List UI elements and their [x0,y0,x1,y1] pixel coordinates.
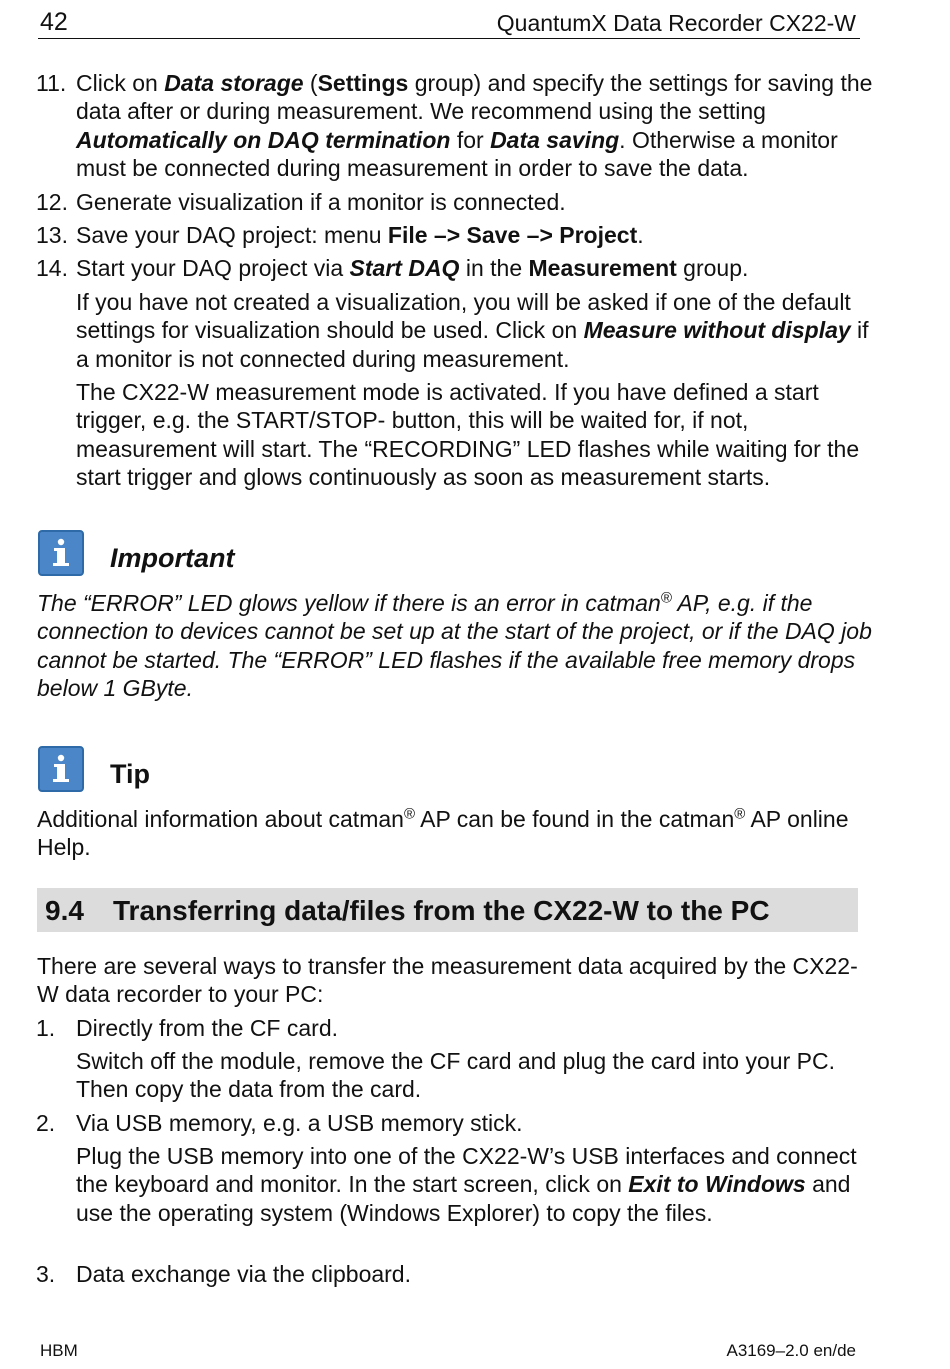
footer-document-id: A3169–2.0 en/de [726,1341,856,1360]
text-run: Switch off the module, remove the CF card and plug the card into your PC. Then copy the data from the card. [76,1048,835,1103]
step-text [76,70,872,181]
tip-title: Tip [110,759,150,789]
section-heading [37,888,858,932]
step-number: 11. [36,70,67,96]
step-14-paragraph-2 [76,378,876,492]
method-number: 2. [36,1110,56,1136]
section-number: 9.4 [45,895,84,926]
text-run: for [450,126,491,153]
emphasis-text: Measurement [528,255,677,281]
section-intro: There are several ways to transfer the measurement data acquired by the CX22-W data recorder to your PC: [37,953,858,1008]
text-run: in the [459,255,529,281]
method-number: 1. [36,1015,56,1041]
emphasis-text: Data saving [490,126,620,153]
tip-text: Additional information about catman® AP can be found in the catman® AP online Help. [37,805,849,861]
text-run: If you have not created a visualization, you will be asked if one of the default settings for visualization should be used. Click on [76,289,851,344]
step-13 [36,221,876,249]
step-number: 14. [36,255,68,281]
step-text [76,255,748,281]
step-number: 12. [36,189,68,215]
method-3 [36,1260,876,1288]
method-2 [36,1109,876,1137]
section-title: Transferring data/files from the CX22-W to the PC [113,895,770,926]
text-run: ( [303,70,318,96]
page-number: 42 [40,8,68,36]
text-run: and use the operating system (Windows Explorer) to copy the files. [76,1171,851,1226]
text-run: Start your DAQ project via [76,255,350,281]
step-14 [36,254,876,282]
text-run: Generate visualization if a monitor is connected. [76,189,566,215]
step-text [76,222,644,248]
method-title: Via USB memory, e.g. a USB memory stick. [76,1110,523,1136]
emphasis-text: Measure without display [583,317,851,344]
text-run: . [637,222,644,248]
step-11 [36,69,876,183]
emphasis-text: Automatically on DAQ termination [76,126,451,153]
text-run: group) and specify the settings for saving the data after or during measurement. We recommend using the setting [76,70,873,125]
emphasis-text: Data storage [164,70,304,96]
step-12 [36,188,876,216]
step-14-paragraph-1 [76,288,876,373]
text-run: if a monitor is not connected during measurement. [76,317,869,372]
emphasis-text: Exit to Windows [628,1171,806,1198]
method-1-detail [76,1047,876,1104]
important-text: The “ERROR” LED glows yellow if there is an error in catman® AP, e.g. if the connection to devices cannot be set up at the start of the project, or if the DAQ job cannot be started. The “ERROR” LED flashes if the available free memory drops below 1 GByte. [37,589,872,702]
info-icon [38,746,84,792]
method-2-detail [76,1142,876,1227]
text-run: Click on [76,70,165,96]
emphasis-text: Settings [317,70,409,96]
text-run: Save your DAQ project: menu [76,222,388,248]
info-icon [38,530,84,576]
method-number: 3. [36,1261,56,1287]
text-run: The CX22-W measurement mode is activated. If you have defined a start trigger, e.g. the START/STOP- button, this will be waited for, if not, measurement will start. The “RECORDING” LED flashes while waiting for the start trigger and glows continuously as soon as measurement starts. [76,379,860,491]
step-number: 13. [36,222,68,248]
emphasis-text: Start DAQ [349,255,460,281]
important-title: Important [110,543,235,573]
method-title: Directly from the CF card. [76,1015,338,1041]
header-rule [38,38,860,39]
text-run: . Otherwise a monitor must be connected during measurement in order to save the data. [76,126,838,182]
footer-company: HBM [40,1341,78,1360]
emphasis-text: File –> Save –> Project [387,222,638,248]
text-run: Plug the USB memory into one of the CX22-W’s USB interfaces and connect the keyboard and monitor. In the start screen, click on [76,1143,857,1198]
step-text [76,189,566,215]
method-title: Data exchange via the clipboard. [76,1261,411,1287]
document-title: QuantumX Data Recorder CX22-W [496,10,856,36]
text-run: group. [676,255,749,281]
method-1 [36,1014,876,1042]
